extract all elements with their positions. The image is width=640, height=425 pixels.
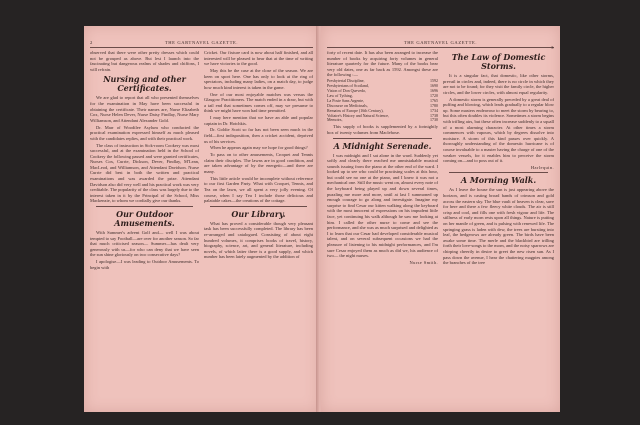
book-year: 1696 [430,87,438,93]
paragraph: I may here mention that we have an able and popular captain in Dr. Hotchkis. [204,115,313,126]
paragraph: This little article would be incomplete without reference to our first Garden Party. What with Croquet, Tennis, and Tea on the lawn, we all spent a very jolly evening. Of course, when I say Tea I include those delicious and palatable cakes—the creations of the cottage. [204,175,313,204]
paragraph: One of our most enjoyable matches was versus the Glasgow Practitioners. The match ended in a draw, but with a tail end that sometimes comes off, may we presume to think we might have won had time permitted. [204,91,313,114]
running-head [327,40,554,48]
book-year: 1738 [430,112,438,118]
book-title: Memoirs, [327,117,343,123]
book-title: La Poste Sans Argente, [327,97,365,103]
paragraph: observed that there were other pretty dresses which could not be grouped as above. But lest I launch into the fascinating but dangerous realms of shades and chiffons, I will refrain. [90,50,199,72]
section-heading: A Midnight Serenade. [333,140,432,151]
book-year: 1592 [430,78,438,84]
paragraph: When he appears again may we hope for good things? [210,145,308,151]
book-title: Vision of Don Quevedo, [327,87,367,93]
running-title: THE GARTNAVEL GAZETTE. [403,40,478,45]
section-heading: A Morning Walk. [460,175,537,186]
paragraph: To pass on to other amusements, Croquet and Tennis claim their disciples. The lawns are in good condition, and are taken advantage of by the energetic—and there are many. [204,152,313,174]
right-column-1 [327,50,438,406]
paragraph: A domestic storm is generally preceded by a great deal of puffing and blowing, which leads gradually to a regular blow up. Some masters endeavour to meet the storm by bearing to, but this often doubles its violence. Sometimes a storm begins with trifling airs, but these often increase suddenly to a squall of a most alarming character. At other times a storm commences with vapours, which by degrees dissolve into moisture. A storm of this kind passes over quickly. A thoroughly understanding of the domestic hurricane is of course invaluable to a master having the charge of one of the weaker vessels, for it enables him to perceive the storm coming on—and to poss out of it. [443,96,554,164]
left-column-1 [90,50,199,406]
paragraph: It is a singular fact, that domestic, like other storms, prevail in circles and, indeed, there is no circle in which they are not to be found; for they visit the family circle, the higher circles, and the lower circles, with almost equal regularity. [443,73,554,95]
author-signature: Nurse Smith. [409,259,438,265]
paragraph: With Summer's advent Golf and— well I was about tempted to say Football—are over for another season. So far that much criticised season— Summer—has dealt very generously with us—for who can deny that we have seen the sun shine gloriously on two consecutive days? [90,230,199,258]
paragraph: May this be the case at the close of the season. We are keen on sport here. One has only to look at the ring of spectators, including many ladies, on a match day, to judge how much kind interest is taken in the game. [204,67,313,90]
book-title: Discourse on Medicinals, [327,102,368,108]
author-signature: Harlequin. [530,164,554,170]
paragraph: As I leave the house the sun is just appearing above the horizon, and is casting broad bands of crimson and gold across the eastern sky. The blue vault of heaven is clear, save for here and there a few fleecy white clouds. The air is still crisp and cool, and fills one with fresh vigour and life. The stillness of early morn rests upon all things. Nature is putting on her mantle of green, and is pulsing with renewed life. The springing grass is laden with dew, the trees are bursting into leaf, the hedgerows are already green. The birds have been awake some time. The merle and the blackbird are trilling forth their love-songs to the morn, and the noisy sparrows are chirping cheerily in desire to greet the new risen sun. As I pass down the avenue, I hear the chattering magpies among the branches of the tree [443,187,554,266]
right-columns [327,50,554,406]
paragraph: Dr. Goldie Scott so far has not been seen much in the field—first indisposition, then a cricket accident, deprived us of his services. [204,127,313,144]
left-columns [90,50,313,406]
right-page [321,26,560,412]
section-heading: Our Library. [231,208,286,219]
book-year: 1730 [430,117,438,123]
divider [449,172,548,173]
paragraph: I apologise—I was leading to Outdoor Amusements. To begin with [90,259,199,270]
paragraph: I was midnight and I sat alone in the ward. Suddenly yet softly and clearly there reached me unmistakable musical sounds issuing from the piano at the other end of the ward. I looked up to see who could be practising scales at this hour, but could see no one at the piano, and I knew it was not a mechanical one. Still the music went on, almost every note of the keyboard being played up and down several times, puzzling me more and more, until at last I summoned up enough courage to go along and investigate. Imagine my surprise to find Cesar our kitten walking along the keyboard with the most innocent of expressions on his impudent little face, yet continuing his walk although he saw me looking at him. I called the other nurse to come and see the performance, and she was as much surprised and delighted as I to learn that our Cesar had developed considerable musical talent, and on several subsequent occasions we had the pleasure of listening to his midnight performances, and I'm sure Cesar enjoyed them as much as did we, his audience of two— the night nurses. [327,152,438,259]
divider [96,206,193,207]
running-title: THE GARTNAVEL GAZETTE. [164,40,239,45]
paragraph: forty of recent date. It has also been arranged to increase the number of books by acquiring forty volumes in general literature quarterly for the future. Many of the books bear very old dates, one as far back as 1592. Amongst these are the following :— [327,50,438,78]
paragraph: The class of instruction in Sick-room Cookery was most successful, and at the examination held in the School of Cookery the following passed and were granted certificates, Nurses Cox, Currie, Dickson, Dever, Findlay, M'Lean, MacLeod, and Williamson, and Attendant Davidson. Nurse Currie did best in both the written and practical examinations and was awarded the prize. Attendant Davidson also did very well and his practical work was very creditable. The popularity of the class was largely due to the interest taken in it by the Principal of the School, Miss Mackenzie, to whom we cordially give our thanks. [90,142,199,204]
book-year: 1720 [430,92,438,98]
book-year: 1690 [430,83,438,89]
left-column-2 [204,50,313,406]
book-year: 1765 [430,97,438,103]
page-number: 3 [551,45,554,50]
section-heading: Nursing and other Certificates. [103,74,186,94]
section-heading: Our Outdoor Amusements. [114,209,175,229]
old-books-list [327,79,438,123]
book-year: 1780 [430,102,438,108]
book-title: Law of Tything, [327,92,353,98]
paragraph: Dr. Marr of Woodilee Asylum who conducted the practical examination expressed himself as much pleased with the candidates replies, and with their practical work. [90,124,199,141]
book-title: Presbyterial Discipline, [327,78,365,84]
book-year: 1734 [430,107,438,113]
paragraph: We are glad to report that all who presented themselves for the examination in May have been successful in obtaining the certificate. Their names are, Nurse Elizabeth Cox, Nurse Helen Dever, Nurse Daisy Findlay, Nurse Mary Williamson, and Attendant Alexander Gold. [90,95,199,123]
divider [210,206,307,207]
divider [333,138,432,139]
paragraph: Cricket. Our fixture card is now about half finished, and all interested will be pleased to hear that at the time of writing we have victories to the good. [204,50,313,67]
book-title: Remains of Europe (16th Century), [327,107,384,113]
book-title: Presbyterians of Scotland, [327,83,369,89]
paragraph: What has proved a considerable though very pleasant task has been successfully completed. The library has been re-arranged and catalogued. Consisting of about eight hundred volumes, it comprises books of travel, history, biography, science, art, and general literature, including novels, of which latter there is a good supply, and which number has been lately augmented by the addition of [204,220,313,260]
left-page [84,26,319,412]
book-title: Voltaire's History and Natural Science, [327,112,390,118]
paragraph: This supply of books is supplemented by a fortnightly box of twenty volumes from Maclehose. [327,124,438,135]
section-heading: The Law of Domestic Storms. [451,52,546,71]
book-row [327,118,438,123]
page-number: 2 [90,40,93,45]
running-head [90,40,313,48]
right-column-2 [443,50,554,406]
